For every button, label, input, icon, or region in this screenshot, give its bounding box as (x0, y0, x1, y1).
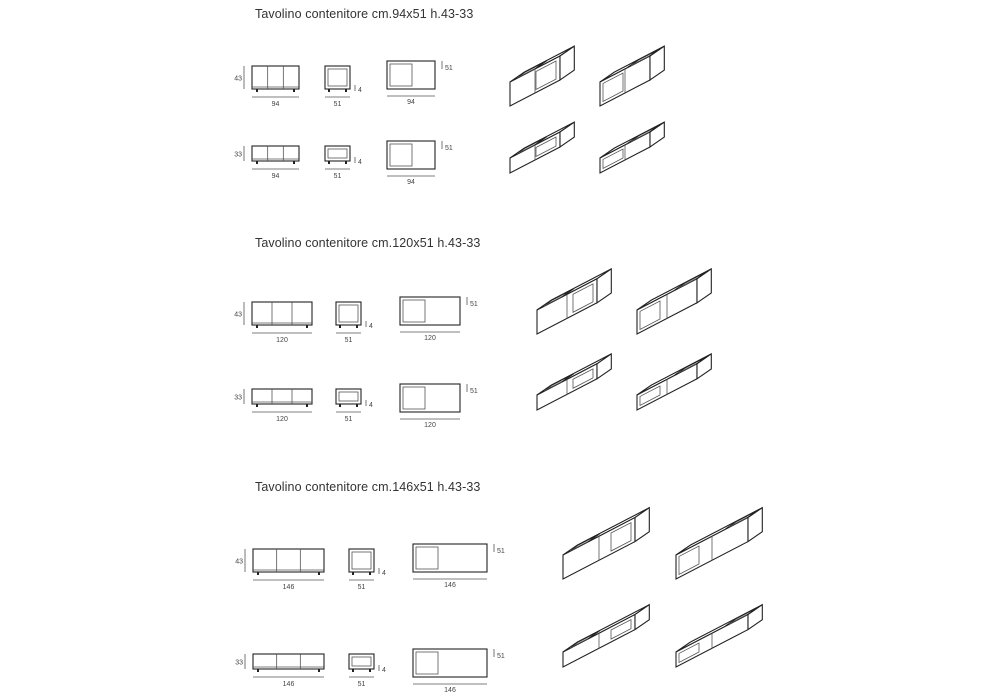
iso-view (600, 46, 664, 106)
top-length-label: 94 (407, 99, 415, 106)
side-dim-label: 4 (358, 159, 362, 166)
top-depth-label: 51 (497, 653, 505, 660)
iso-view (537, 269, 611, 334)
side-depth-label: 51 (344, 337, 353, 344)
front-view (234, 146, 299, 180)
top-depth-label: 51 (445, 145, 453, 152)
iso-view (637, 269, 711, 334)
top-body (413, 544, 487, 572)
iso-side-face (597, 269, 611, 303)
top-length-label: 146 (444, 582, 456, 589)
row-43 (234, 297, 478, 344)
side-foot (369, 669, 371, 672)
side-view (336, 302, 373, 344)
top-view (413, 544, 505, 589)
side-body (349, 549, 374, 572)
top-view (400, 384, 478, 429)
side-body (336, 302, 361, 325)
front-body (253, 549, 324, 572)
front-foot (256, 404, 258, 407)
height-dim-label: 43 (235, 558, 243, 566)
front-foot (318, 669, 320, 672)
side-foot (345, 161, 347, 164)
front-foot (257, 669, 259, 672)
iso-view (537, 354, 611, 410)
section-title-146: Tavolino contenitore cm.146x51 h.43-33 (255, 480, 481, 494)
side-dim-label: 4 (382, 570, 386, 577)
iso-view (563, 508, 649, 579)
top-body (400, 384, 460, 412)
side-view (325, 146, 362, 180)
side-foot (339, 404, 341, 407)
front-foot (257, 572, 259, 575)
top-depth-label: 51 (445, 65, 453, 72)
top-depth-label: 51 (470, 388, 478, 395)
side-foot (345, 89, 347, 92)
height-dim-label: 33 (234, 151, 242, 159)
front-view (234, 302, 312, 344)
section-title-120: Tavolino contenitore cm.120x51 h.43-33 (255, 236, 481, 250)
top-length-label: 120 (424, 335, 436, 342)
section-94 (234, 46, 664, 186)
side-foot (339, 325, 341, 328)
side-depth-label: 51 (333, 173, 342, 180)
front-foot (306, 404, 308, 407)
row-33 (235, 649, 505, 694)
front-view (234, 389, 312, 423)
front-foot (256, 161, 258, 164)
iso-view (676, 605, 762, 667)
side-body (325, 146, 350, 161)
section-title-94: Tavolino contenitore cm.94x51 h.43-33 (255, 7, 474, 21)
side-depth-label: 51 (357, 584, 366, 591)
side-dim-label: 4 (369, 323, 373, 330)
front-length-label: 146 (282, 584, 295, 591)
section-146 (235, 508, 762, 694)
top-body (413, 649, 487, 677)
side-depth-label: 51 (344, 416, 353, 423)
iso-side-face (560, 46, 574, 80)
front-foot (293, 89, 295, 92)
side-foot (369, 572, 371, 575)
iso-view (600, 122, 664, 173)
side-view (349, 654, 386, 688)
front-foot (293, 161, 295, 164)
side-dim-label: 4 (382, 667, 386, 674)
front-foot (256, 325, 258, 328)
section-120 (234, 269, 711, 429)
front-foot (256, 89, 258, 92)
front-view (235, 549, 324, 591)
top-view (387, 141, 453, 186)
front-length-label: 120 (276, 337, 288, 344)
front-length-label: 94 (271, 101, 280, 108)
top-view (387, 61, 453, 106)
top-length-label: 120 (424, 422, 436, 429)
front-view (235, 654, 324, 688)
top-length-label: 146 (444, 687, 456, 694)
front-length-label: 120 (276, 416, 288, 423)
side-foot (352, 572, 354, 575)
side-body (325, 66, 350, 89)
side-view (349, 549, 386, 591)
side-foot (352, 669, 354, 672)
top-view (413, 649, 505, 694)
top-view (400, 297, 478, 342)
iso-view (676, 508, 762, 579)
row-33 (234, 141, 453, 186)
top-body (387, 141, 435, 169)
side-dim-label: 4 (358, 87, 362, 94)
row-33 (234, 384, 478, 429)
side-foot (328, 161, 330, 164)
top-body (400, 297, 460, 325)
iso-view (510, 122, 574, 173)
row-43 (234, 61, 453, 108)
iso-view (637, 354, 711, 410)
side-body (349, 654, 374, 669)
side-foot (356, 325, 358, 328)
front-foot (306, 325, 308, 328)
side-depth-label: 51 (357, 681, 366, 688)
height-dim-label: 33 (234, 394, 242, 402)
front-body (252, 302, 312, 325)
front-body (252, 66, 299, 89)
side-body (336, 389, 361, 404)
row-43 (235, 544, 505, 591)
iso-side-face (635, 508, 649, 542)
side-view (336, 389, 373, 423)
side-foot (356, 404, 358, 407)
height-dim-label: 43 (234, 311, 242, 319)
side-foot (328, 89, 330, 92)
side-depth-label: 51 (333, 101, 342, 108)
height-dim-label: 33 (235, 659, 243, 667)
top-depth-label: 51 (470, 301, 478, 308)
iso-view (563, 605, 649, 667)
side-dim-label: 4 (369, 402, 373, 409)
top-depth-label: 51 (497, 548, 505, 555)
front-view (234, 66, 299, 108)
front-foot (318, 572, 320, 575)
front-length-label: 146 (282, 681, 295, 688)
height-dim-label: 43 (234, 75, 242, 83)
iso-view (510, 46, 574, 106)
front-length-label: 94 (271, 173, 280, 180)
top-body (387, 61, 435, 89)
top-length-label: 94 (407, 179, 415, 186)
side-view (325, 66, 362, 108)
